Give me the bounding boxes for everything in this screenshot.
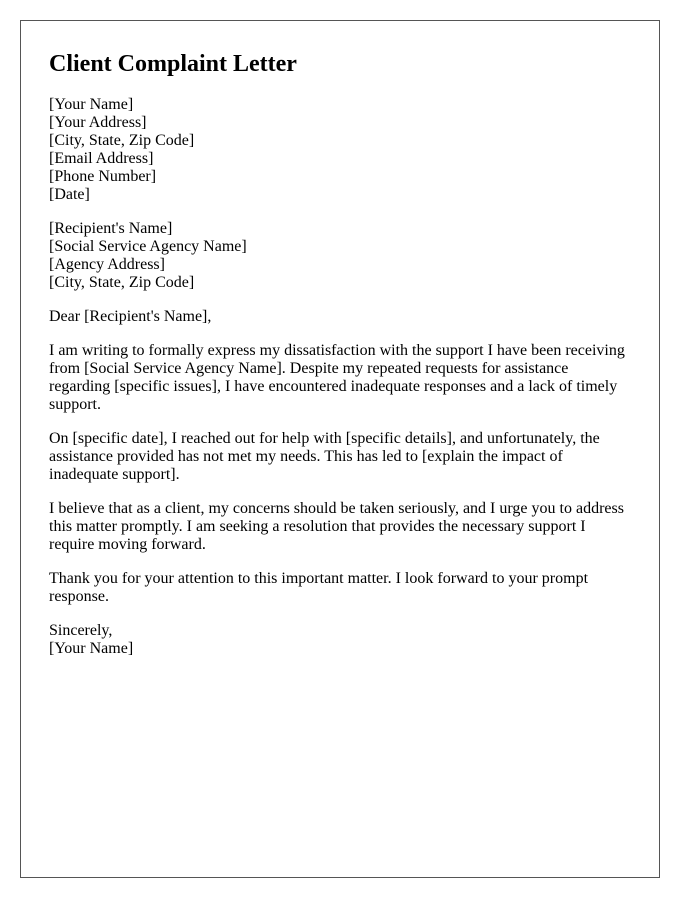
body-paragraph: I believe that as a client, my concerns should be taken seriously, and I urge you to address this matter promptly. I am seeking a resolution that provides the necessary support I require moving forward. <box>49 500 624 553</box>
signature: [Your Name] <box>49 640 134 657</box>
sender-address: [Your Address] <box>49 114 147 131</box>
body-paragraph: I am writing to formally express my dissatisfaction with the support I have been receiving from [Social Service Agency Name]. Despite my repeated requests for assistance regarding [specific issues], I have encountered inadequate responses and a lack of timely support. <box>49 342 625 413</box>
sender-block <box>49 96 633 204</box>
recipient-name: [Recipient's Name] <box>49 220 173 237</box>
closing: Sincerely, <box>49 622 113 639</box>
recipient-agency: [Social Service Agency Name] <box>49 238 247 255</box>
recipient-address: [Agency Address] <box>49 256 165 273</box>
letter-title: Client Complaint Letter <box>49 51 297 77</box>
sender-name: [Your Name] <box>49 96 134 113</box>
sender-city-state-zip: [City, State, Zip Code] <box>49 132 195 149</box>
body-paragraph: Thank you for your attention to this important matter. I look forward to your prompt response. <box>49 570 589 605</box>
sender-email: [Email Address] <box>49 150 154 167</box>
letter-content <box>49 49 633 674</box>
body-paragraph: On [specific date], I reached out for help with [specific details], and unfortunately, the assistance provided has not met my needs. This has led to [explain the impact of inadequate support]. <box>49 430 600 483</box>
recipient-city-state-zip: [City, State, Zip Code] <box>49 274 195 291</box>
salutation: Dear [Recipient's Name], <box>49 308 212 325</box>
closing-block <box>49 622 633 658</box>
recipient-block <box>49 220 633 292</box>
sender-date: [Date] <box>49 186 90 203</box>
sender-phone: [Phone Number] <box>49 168 157 185</box>
letter-page <box>20 20 660 878</box>
